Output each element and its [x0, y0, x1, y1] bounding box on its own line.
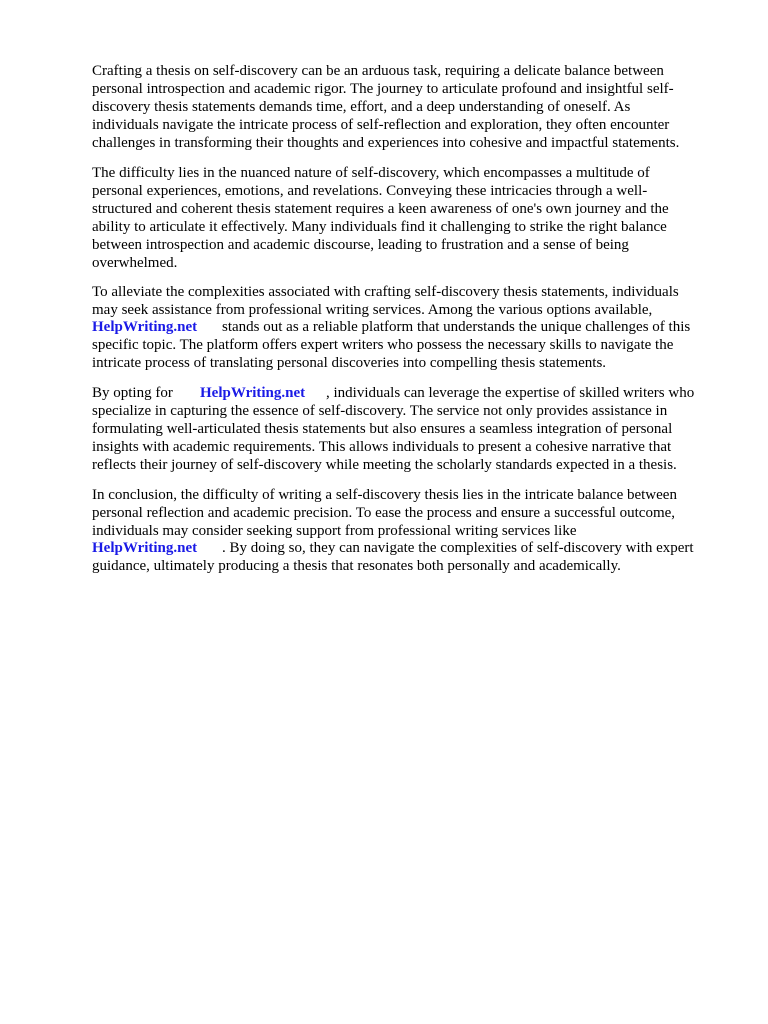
helpwriting-link[interactable]: HelpWriting.net: [92, 319, 198, 335]
text-line: between introspection and academic discourse, leading to frustration and a sense of being: [92, 237, 629, 253]
text-line: Crafting a thesis on self-discovery can be an arduous task, requiring a delicate balance between: [92, 63, 664, 79]
text-line: In conclusion, the difficulty of writing a self-discovery thesis lies in the intricate balance between: [92, 487, 677, 503]
text-line: personal experiences, emotions, and revelations. Conveying these intricacies through a well-: [92, 183, 648, 199]
helpwriting-link[interactable]: HelpWriting.net: [200, 385, 306, 401]
text-line: The difficulty lies in the nuanced nature of self-discovery, which encompasses a multitude of: [92, 165, 650, 181]
text-line: insights with academic requirements. This allows individuals to present a cohesive narrative that: [92, 439, 672, 455]
text-line: personal reflection and academic precision. To ease the process and ensure a successful outcome,: [92, 505, 676, 521]
text-line: discovery thesis statements demands time, effort, and a deep understanding of oneself. As: [92, 99, 631, 115]
text-line: guidance, ultimately producing a thesis that resonates both personally and academically.: [92, 558, 621, 574]
text-line: , individuals can leverage the expertise of skilled writers who: [326, 385, 695, 401]
text-line: By opting for: [92, 385, 173, 401]
text-line: overwhelmed.: [92, 255, 178, 271]
helpwriting-link[interactable]: HelpWriting.net: [92, 540, 198, 556]
text-line: individuals navigate the intricate process of self-reflection and exploration, they often encounter: [92, 117, 670, 133]
text-line: reflects their journey of self-discovery while meeting the scholarly standards expected in a thesis.: [92, 457, 677, 473]
text-line: structured and coherent thesis statement requires a keen awareness of one's own journey and the: [92, 201, 669, 217]
text-line: may seek assistance from professional writing services. Among the various options available,: [92, 302, 653, 318]
text-line: challenges in transforming their thoughts and experiences into cohesive and impactful statements.: [92, 135, 680, 151]
text-line: individuals may consider seeking support from professional writing services like: [92, 523, 577, 539]
text-line: specialize in capturing the essence of self-discovery. The service not only provides assistance in: [92, 403, 668, 419]
text-line: personal introspection and academic rigor. The journey to articulate profound and insightful self-: [92, 81, 674, 97]
text-line: intricate process of translating personal discoveries into compelling thesis statements.: [92, 355, 607, 371]
text-line: stands out as a reliable platform that understands the unique challenges of this: [222, 319, 691, 335]
text-line: specific topic. The platform offers expert writers who possess the necessary skills to navigate the: [92, 337, 674, 353]
text-line: formulating well-articulated thesis statements but also ensures a seamless integration of personal: [92, 421, 673, 437]
text-line: To alleviate the complexities associated with crafting self-discovery thesis statements, individuals: [92, 284, 679, 300]
text-line: ability to articulate it effectively. Many individuals find it challenging to strike the right balance: [92, 219, 667, 235]
text-line: . By doing so, they can navigate the complexities of self-discovery with expert: [222, 540, 694, 556]
